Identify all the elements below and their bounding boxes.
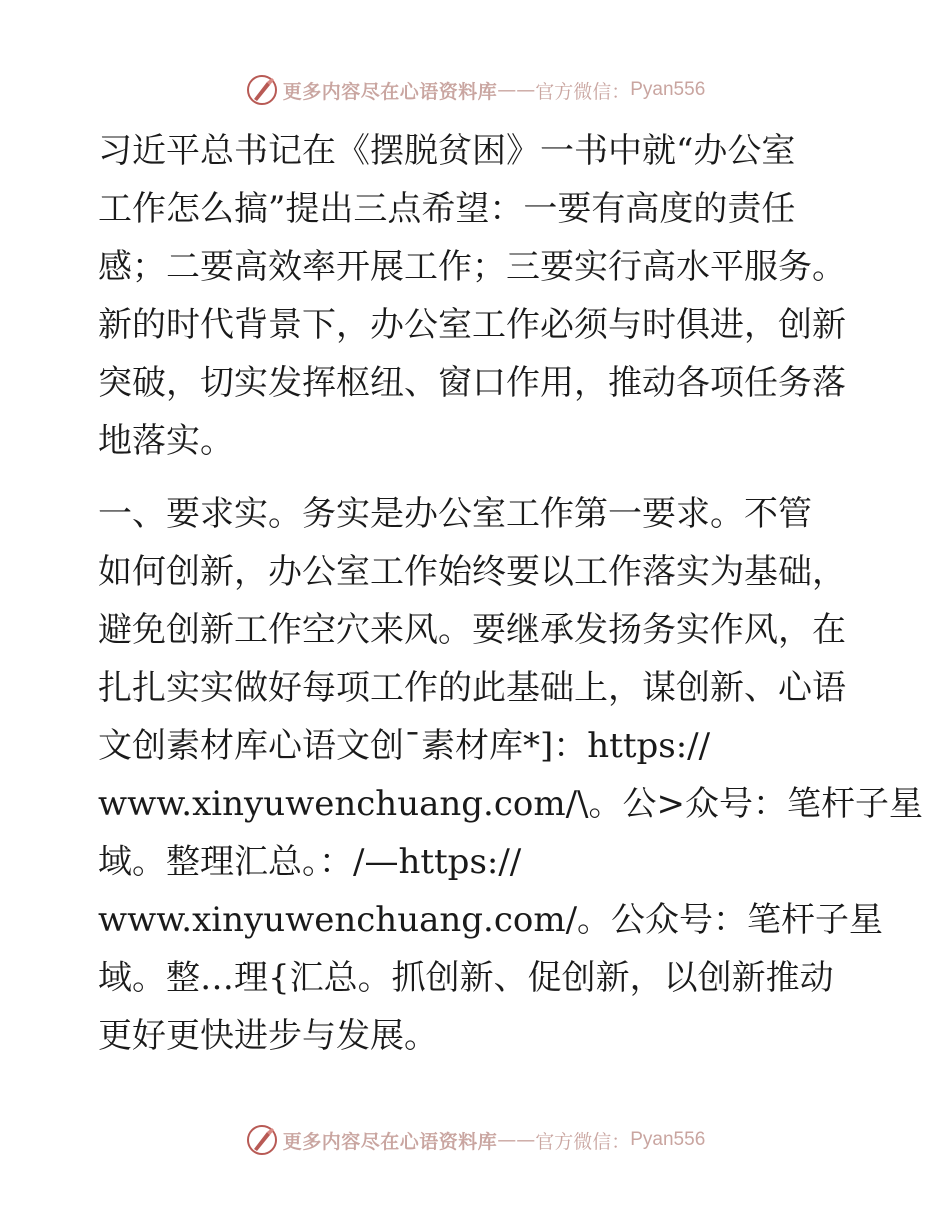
banner-content [245, 73, 706, 107]
text-line: 一、要求实。务实是办公室工作第一要求。不管 [98, 494, 812, 534]
document-body [98, 122, 923, 1065]
banner-site-text: 更多内容尽在心语资料库 [282, 80, 498, 103]
banner-dash: —— [497, 1129, 536, 1151]
text-line: 文创素材库心语文创¯素材库*]：https:// [98, 726, 711, 766]
quill-logo-icon [245, 73, 279, 107]
banner-content [245, 1123, 706, 1157]
text-line: 如何创新，办公室工作始终要以工作落实为基础， [98, 552, 846, 592]
paragraph-intro [98, 122, 858, 470]
text-line: 突破，切实发挥枢纽、窗口作用，推动各项任务落 [98, 363, 846, 403]
quill-logo-icon [245, 1123, 279, 1157]
text-line: 习近平总书记在《摆脱贫困》一书中就“办公室 [98, 131, 796, 171]
text-line: 域。整…理{汇总。抓创新、促创新，以创新推动 [98, 958, 834, 998]
text-line: 感；二要高效率开展工作；三要实行高水平服务。 [98, 247, 846, 287]
text-line: www.xinyuwenchuang.com/。公众号：笔杆子星 [98, 900, 884, 940]
banner-site-text: 更多内容尽在心语资料库 [282, 1130, 498, 1153]
header-banner [0, 70, 950, 110]
text-line: 工作怎么搞”提出三点希望：一要有高度的责任 [98, 189, 796, 229]
text-line: 避免创新工作空穴来风。要继承发扬务实作风，在 [98, 610, 846, 650]
paragraph-gap [98, 470, 858, 485]
text-line: 扎扎实实做好每项工作的此基础上，谋创新、心语 [98, 668, 846, 708]
text-line: 新的时代背景下，办公室工作必须与时俱进，创新 [98, 305, 846, 345]
banner-wechat-label: 官方微信： [535, 80, 631, 103]
text-line: 地落实。 [98, 421, 234, 461]
paragraph-requirement-1 [98, 485, 923, 1065]
banner-wechat-id: Pyan556 [630, 1129, 706, 1150]
footer-banner [0, 1120, 950, 1160]
text-line: www.xinyuwenchuang.com/\。公>众号：笔杆子星 [98, 784, 923, 824]
banner-dash: —— [497, 79, 536, 101]
banner-wechat-label: 官方微信： [535, 1130, 631, 1153]
text-line: 域。整理汇总。：/—https:// [98, 842, 522, 882]
text-line: 更好更快进步与发展。 [98, 1016, 438, 1056]
banner-wechat-id: Pyan556 [630, 79, 706, 100]
